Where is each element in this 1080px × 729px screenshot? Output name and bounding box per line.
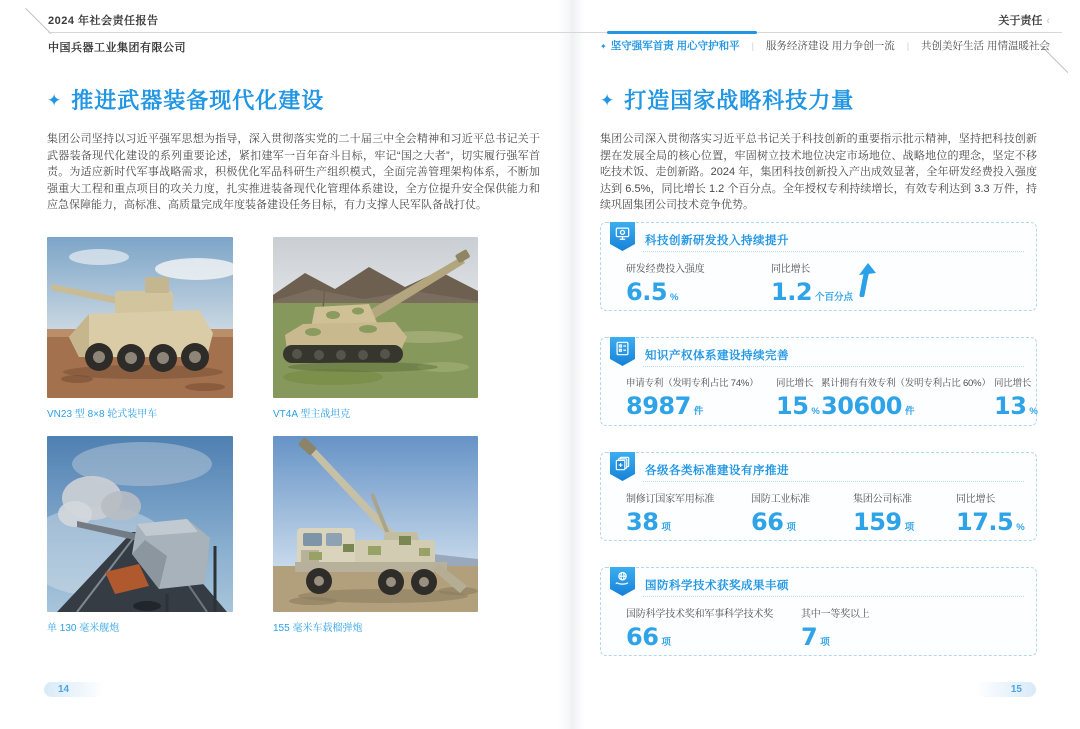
stat-value: 15 xyxy=(776,392,809,420)
card-title: 知识产权体系建设持续完善 xyxy=(645,350,789,362)
page-gutter-shadow xyxy=(558,0,584,729)
card-separator xyxy=(643,366,1024,367)
naval-gun-photo-illustration xyxy=(47,436,233,612)
card-badge xyxy=(610,567,635,596)
stat-unit: 项 xyxy=(786,522,796,533)
monitor-research-icon xyxy=(614,225,631,242)
card-badge xyxy=(610,337,635,366)
stat-yoy-growth xyxy=(994,375,1038,420)
left-page-title xyxy=(47,84,324,115)
stat-unit: 件 xyxy=(693,406,704,417)
left-page-title-text: 推进武器装备现代化建设 xyxy=(71,88,325,113)
card-title: 科技创新研发投入持续提升 xyxy=(645,235,789,247)
sparkle-icon: ✦ xyxy=(600,91,616,110)
stat-card-patents xyxy=(600,337,1037,426)
standards-stack-icon xyxy=(614,455,631,472)
nav-item-military-duty[interactable] xyxy=(600,38,740,53)
stat-label: 申请专利（发明专利占比 74%） xyxy=(626,378,759,389)
stat-unit: 项 xyxy=(904,522,915,533)
figure-155mm-howitzer xyxy=(273,436,478,634)
stat-unit: % xyxy=(811,406,820,417)
patent-document-icon xyxy=(614,340,631,357)
stat-unit: % xyxy=(1029,406,1038,417)
stat-first-prize-awards xyxy=(801,605,870,651)
figure-caption: VN23 型 8×8 轮式装甲车 xyxy=(47,409,158,420)
vt4a-photo-illustration xyxy=(273,237,478,398)
stat-value: 66 xyxy=(751,508,784,536)
card-separator xyxy=(643,251,1024,252)
stat-unit: % xyxy=(670,292,679,303)
stat-value: 17.5 xyxy=(956,508,1014,536)
howitzer-photo-illustration xyxy=(273,436,478,612)
stat-value: 13 xyxy=(994,392,1027,420)
card-separator xyxy=(643,596,1024,597)
figure-caption: VT4A 型主战坦克 xyxy=(273,409,351,420)
stat-label: 同比增长 xyxy=(776,378,814,389)
award-globe-icon xyxy=(614,570,631,587)
figure-caption: 155 毫米车载榴弹炮 xyxy=(273,623,363,634)
stat-card-awards xyxy=(600,567,1037,656)
stat-value: 1.2 xyxy=(771,278,813,306)
stat-value: 30600 xyxy=(821,392,902,420)
stat-defense-industry-standards xyxy=(751,490,810,536)
stat-unit: 件 xyxy=(905,406,915,417)
card-separator xyxy=(643,481,1024,482)
left-page-paragraph: 集团公司坚持以习近平强军思想为指导，深入贯彻落实党的二十届三中全会精神和习近平总书记关于武器装备现代化建设的系列重要论述，紧扣建军一百年奋斗目标，牢记“国之大者”，切实履行强军首责。为适应新时代军事战略需求，积极优化军品科研生产组织模式，全面完善管理架构体系，不断加强重大工程和重点项目的攻关力度，扎实推进装备现代化管理体系建设，全方位提升安全保供能力和应急保障能力，高标准、高质量完成年度装备建设任务目标，有力支撑人民军队备战打仗。 xyxy=(47,133,540,211)
stat-value: 38 xyxy=(626,508,659,536)
header-divider xyxy=(48,32,1062,33)
right-page-paragraph: 集团公司深入贯彻落实习近平总书记关于科技创新的重要指示批示精神，坚持把科技创新摆在发展全局的核心位置，牢固树立技术地位决定市场地位、战略地位的理念，坚定不移吃技术饭、走创新路。2024 年，集团科技创新投入产出成效显著，全年研发经费投入强度达到 6.5%，同比增长 1.2 个百分点。全年授权专利持续增长，有效专利达到 3.3 万件，持续巩固集团公司技术竞争优势。 xyxy=(600,133,1037,211)
stat-rd-intensity xyxy=(626,260,704,306)
sparkle-icon: ✦ xyxy=(47,91,63,110)
section-label-text: 关于责任 xyxy=(998,15,1043,27)
stat-label: 研发经费投入强度 xyxy=(626,264,705,275)
stat-value: 66 xyxy=(626,623,659,651)
nav-item-economy[interactable] xyxy=(766,38,895,53)
stat-label: 其中一等奖以上 xyxy=(801,609,870,620)
chevron-left-icon: ‹ xyxy=(1046,15,1050,27)
stat-defense-science-awards xyxy=(626,605,773,651)
stat-label: 国防工业标准 xyxy=(751,494,810,505)
growth-up-arrow-icon xyxy=(854,263,880,297)
nav-item-label: 共创美好生活 用情温暖社会 xyxy=(921,40,1050,52)
stat-label: 国防科学技术奖和军事科学技术奖 xyxy=(626,609,773,620)
stat-military-standards xyxy=(626,490,714,536)
stat-valid-patents xyxy=(821,375,991,420)
stat-value: 7 xyxy=(801,623,818,651)
nav-separator: | xyxy=(751,40,754,51)
vn23-photo-illustration xyxy=(47,237,233,398)
report-title: 2024 年社会责任报告 xyxy=(48,15,159,27)
figure-vt4a-tank xyxy=(273,237,478,420)
section-nav xyxy=(600,38,1050,53)
company-name: 中国兵器工业集团有限公司 xyxy=(48,42,186,54)
section-label xyxy=(998,12,1050,28)
right-page-title xyxy=(600,84,854,115)
stat-unit: 项 xyxy=(661,637,671,648)
stat-label: 累计拥有有效专利（发明专利占比 60%） xyxy=(821,378,991,389)
stat-label: 同比增长 xyxy=(956,494,996,505)
figure-vn23-armored-vehicle xyxy=(47,237,233,420)
stat-yoy-growth xyxy=(776,375,820,420)
stat-label: 同比增长 xyxy=(771,264,811,275)
stat-label: 同比增长 xyxy=(994,378,1032,389)
page-number-right: 15 xyxy=(976,682,1036,697)
stat-unit: 项 xyxy=(661,522,671,533)
figure-naval-gun xyxy=(47,436,233,634)
page-number-left: 14 xyxy=(44,682,104,697)
card-badge xyxy=(610,222,635,251)
star-icon: ✦ xyxy=(600,42,607,51)
nav-item-label: 服务经济建设 用力争创一流 xyxy=(765,40,895,52)
stat-unit: 个百分点 xyxy=(815,292,854,303)
stat-unit: 项 xyxy=(820,637,830,648)
stat-card-standards xyxy=(600,452,1037,541)
card-title: 国防科学技术获奖成果丰硕 xyxy=(645,580,789,592)
stat-yoy-growth xyxy=(771,260,853,306)
stat-value: 6.5 xyxy=(626,278,668,306)
stat-card-rd-investment xyxy=(600,222,1037,311)
nav-item-label: 坚守强军首责 用心守护和平 xyxy=(610,40,740,52)
stat-value: 159 xyxy=(853,508,902,536)
stat-yoy-growth xyxy=(956,490,1025,536)
stat-label: 制修订国家军用标准 xyxy=(626,494,715,505)
stat-patent-applications xyxy=(626,375,758,420)
card-badge xyxy=(610,452,635,481)
stat-unit: % xyxy=(1016,522,1025,533)
stat-value: 8987 xyxy=(626,392,691,420)
nav-item-society[interactable] xyxy=(921,38,1050,53)
right-page-title-text: 打造国家战略科技力量 xyxy=(624,88,855,113)
stat-label: 集团公司标准 xyxy=(853,494,912,505)
active-tab-indicator xyxy=(607,31,757,34)
card-title: 各级各类标准建设有序推进 xyxy=(645,465,789,477)
figure-caption: 单 130 毫米舰炮 xyxy=(47,623,120,634)
stat-group-standards xyxy=(853,490,914,536)
nav-separator: | xyxy=(906,40,910,51)
